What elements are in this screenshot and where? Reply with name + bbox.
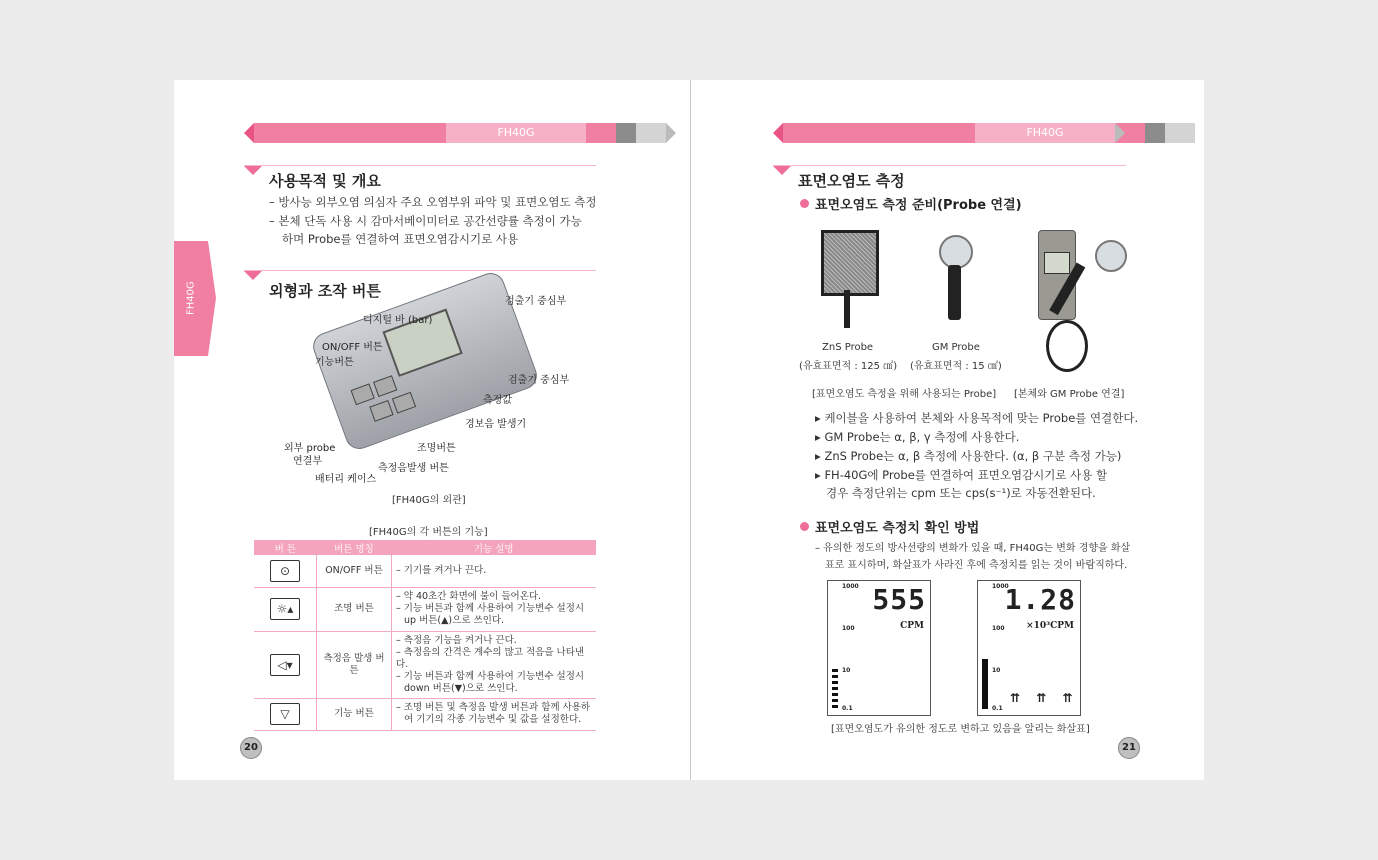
callout-battery: 배터리 케이스	[315, 474, 377, 485]
purpose-line-1: – 방사능 외부오염 의심자 주요 오염부위 파악 및 표면오염도 측정	[269, 195, 597, 209]
gm-probe-area: (유효표면적 : 15 ㎠)	[910, 361, 1002, 372]
button-desc: down 버튼(▼)으로 쓰인다.	[404, 682, 518, 694]
right-page	[691, 80, 1204, 780]
header-label: FH40G	[1026, 126, 1064, 139]
lcd-display-1: 1000 100 10 0.1 555 CPM	[827, 580, 931, 716]
lcd-display-2: 1000 100 10 0.1 1.28 ×10³CPM ⇈ ⇈ ⇈	[977, 580, 1081, 716]
lcd-unit: CPM	[900, 621, 924, 631]
device-screen	[1044, 252, 1070, 274]
section-title: 표면오염도 측정	[798, 172, 905, 190]
coiled-cable	[1046, 320, 1088, 372]
button-desc: – 측정음의 간격은 계수의 많고 적음을 나타낸다.	[396, 646, 585, 670]
bullet-item: ▸ ZnS Probe는 α, β 측정에 사용한다. (α, β 구분 측정 가능)	[815, 449, 1122, 463]
bullet-item: ▸ FH-40G에 Probe를 연결하여 표면오염감시기로 사용 할	[815, 468, 1108, 482]
check-line-1: – 유의한 정도의 방사선량의 변화가 있을 때, FH40G는 변화 경향을 화살	[815, 543, 1131, 554]
button-desc: 여 기기의 각종 기능변수 및 값을 설정한다.	[404, 714, 582, 725]
gm-probe-handle	[948, 265, 961, 320]
section-title-appearance: 외형과 조작 버튼	[269, 282, 381, 300]
table-header: 버튼 명칭	[317, 540, 392, 555]
button-desc: – 기기를 켜거나 끈다.	[396, 564, 487, 576]
button-desc: – 기능 버튼과 함께 사용하여 기능변수 설정시	[396, 603, 585, 614]
lcd-value: 555	[872, 583, 926, 616]
button-name: 측정음 발생 버튼	[317, 631, 392, 698]
header-band	[773, 123, 1135, 143]
lcd-caption: [표면오염도가 유의한 정도로 변하고 있음을 알리는 화살표]	[831, 724, 1090, 735]
subsection-title-prepare: 표면오염도 측정 준비(Probe 연결)	[815, 198, 1022, 213]
connected-gm-probe	[1095, 240, 1127, 272]
speaker-down-icon: ◁▾	[270, 654, 300, 676]
table-row	[254, 555, 596, 587]
gm-probe-name: GM Probe	[932, 342, 980, 353]
gm-probe-image	[939, 235, 973, 269]
callout-function: 기능버튼	[315, 357, 354, 368]
figure-caption: [FH40G의 외관]	[392, 495, 466, 506]
table-header: 기능 설명	[392, 540, 597, 555]
table-row	[254, 698, 596, 730]
trend-arrows-icon: ⇈ ⇈ ⇈	[1010, 691, 1079, 705]
page-number: 21	[1118, 737, 1140, 759]
bullet-dot-icon	[800, 522, 809, 531]
button-desc: – 측정음 기능을 켜거나 끈다.	[396, 634, 517, 646]
bullet-dot-icon	[800, 199, 809, 208]
button-desc: – 약 40초간 화면에 불이 들어온다.	[396, 591, 542, 602]
button-name: ON/OFF 버튼	[317, 555, 392, 587]
callout-sound-button: 측정음발생 버튼	[378, 463, 449, 474]
lcd-value: 1.28	[1004, 583, 1076, 616]
side-tab	[174, 241, 208, 356]
bullet-item: ▸ 케이블을 사용하여 본체와 사용목적에 맞는 Probe를 연결한다.	[815, 411, 1139, 425]
callout-detector-center-top: 검출기 중심부	[505, 296, 567, 307]
probes-caption: [표면오염도 측정을 위해 사용되는 Probe]	[812, 389, 997, 400]
section-marker-icon	[773, 166, 791, 175]
table-header: 버 튼	[254, 540, 317, 555]
header-band	[244, 123, 606, 143]
callout-connector: 연결부	[293, 456, 322, 467]
button-name: 조명 버튼	[317, 587, 392, 631]
purpose-line-2: – 본체 단독 사용 시 감마서베이미터로 공간선량률 측정이 가능	[269, 214, 582, 228]
table-row	[254, 631, 596, 698]
left-page	[174, 80, 690, 780]
function-icon: ▽	[270, 703, 300, 725]
table-row	[254, 587, 596, 631]
lcd-unit: ×10³CPM	[1026, 621, 1074, 631]
check-line-2: 표로 표시하며, 화살표가 사라진 후에 측정치를 읽는 것이 바람직하다.	[825, 560, 1128, 571]
header-label: FH40G	[497, 126, 535, 139]
bullet-item: ▸ GM Probe는 α, β, γ 측정에 사용한다.	[815, 430, 1020, 444]
power-icon: ⊙	[270, 560, 300, 582]
side-tab-label: FH40G	[185, 281, 197, 316]
subsection-title-check: 표면오염도 측정치 확인 방법	[815, 521, 980, 536]
light-up-icon: ☼▴	[270, 598, 300, 620]
callout-digital-bar: 디지털 바 (bar)	[363, 315, 433, 326]
zns-probe-area: (유효표면적 : 125 ㎠)	[799, 361, 898, 372]
callout-onoff: ON/OFF 버튼	[322, 342, 383, 353]
button-desc: – 조명 버튼 및 측정음 발생 버튼과 함께 사용하	[396, 702, 591, 713]
callout-measured-value: 측정값	[483, 395, 512, 406]
callout-light-button: 조명버튼	[417, 443, 456, 454]
button-name: 기능 버튼	[317, 698, 392, 730]
callout-external-probe: 외부 probe	[284, 443, 336, 454]
callout-alarm: 경보음 발생기	[465, 419, 527, 430]
table-caption: [FH40G의 각 버튼의 기능]	[369, 527, 488, 538]
zns-probe-handle	[844, 290, 850, 328]
page-number: 20	[240, 737, 262, 759]
button-desc: – 기능 버튼과 함께 사용하여 기능변수 설정시	[396, 670, 585, 682]
button-desc: up 버튼(▲)으로 쓰인다.	[404, 615, 505, 626]
purpose-line-3: 하며 Probe를 연결하여 표면오염감시기로 사용	[282, 232, 519, 246]
section-marker-icon	[244, 166, 262, 175]
section-title-purpose: 사용목적 및 개요	[269, 172, 381, 190]
section-marker-icon	[244, 271, 262, 280]
combo-caption: [본체와 GM Probe 연결]	[1014, 389, 1125, 400]
callout-detector-center-right: 검출기 중심부	[508, 375, 570, 386]
bullet-item-cont: 경우 측정단위는 cpm 또는 cps(s⁻¹)로 자동전환된다.	[826, 486, 1096, 500]
zns-probe-image	[821, 230, 879, 296]
zns-probe-name: ZnS Probe	[822, 342, 874, 353]
button-function-table	[254, 540, 596, 731]
